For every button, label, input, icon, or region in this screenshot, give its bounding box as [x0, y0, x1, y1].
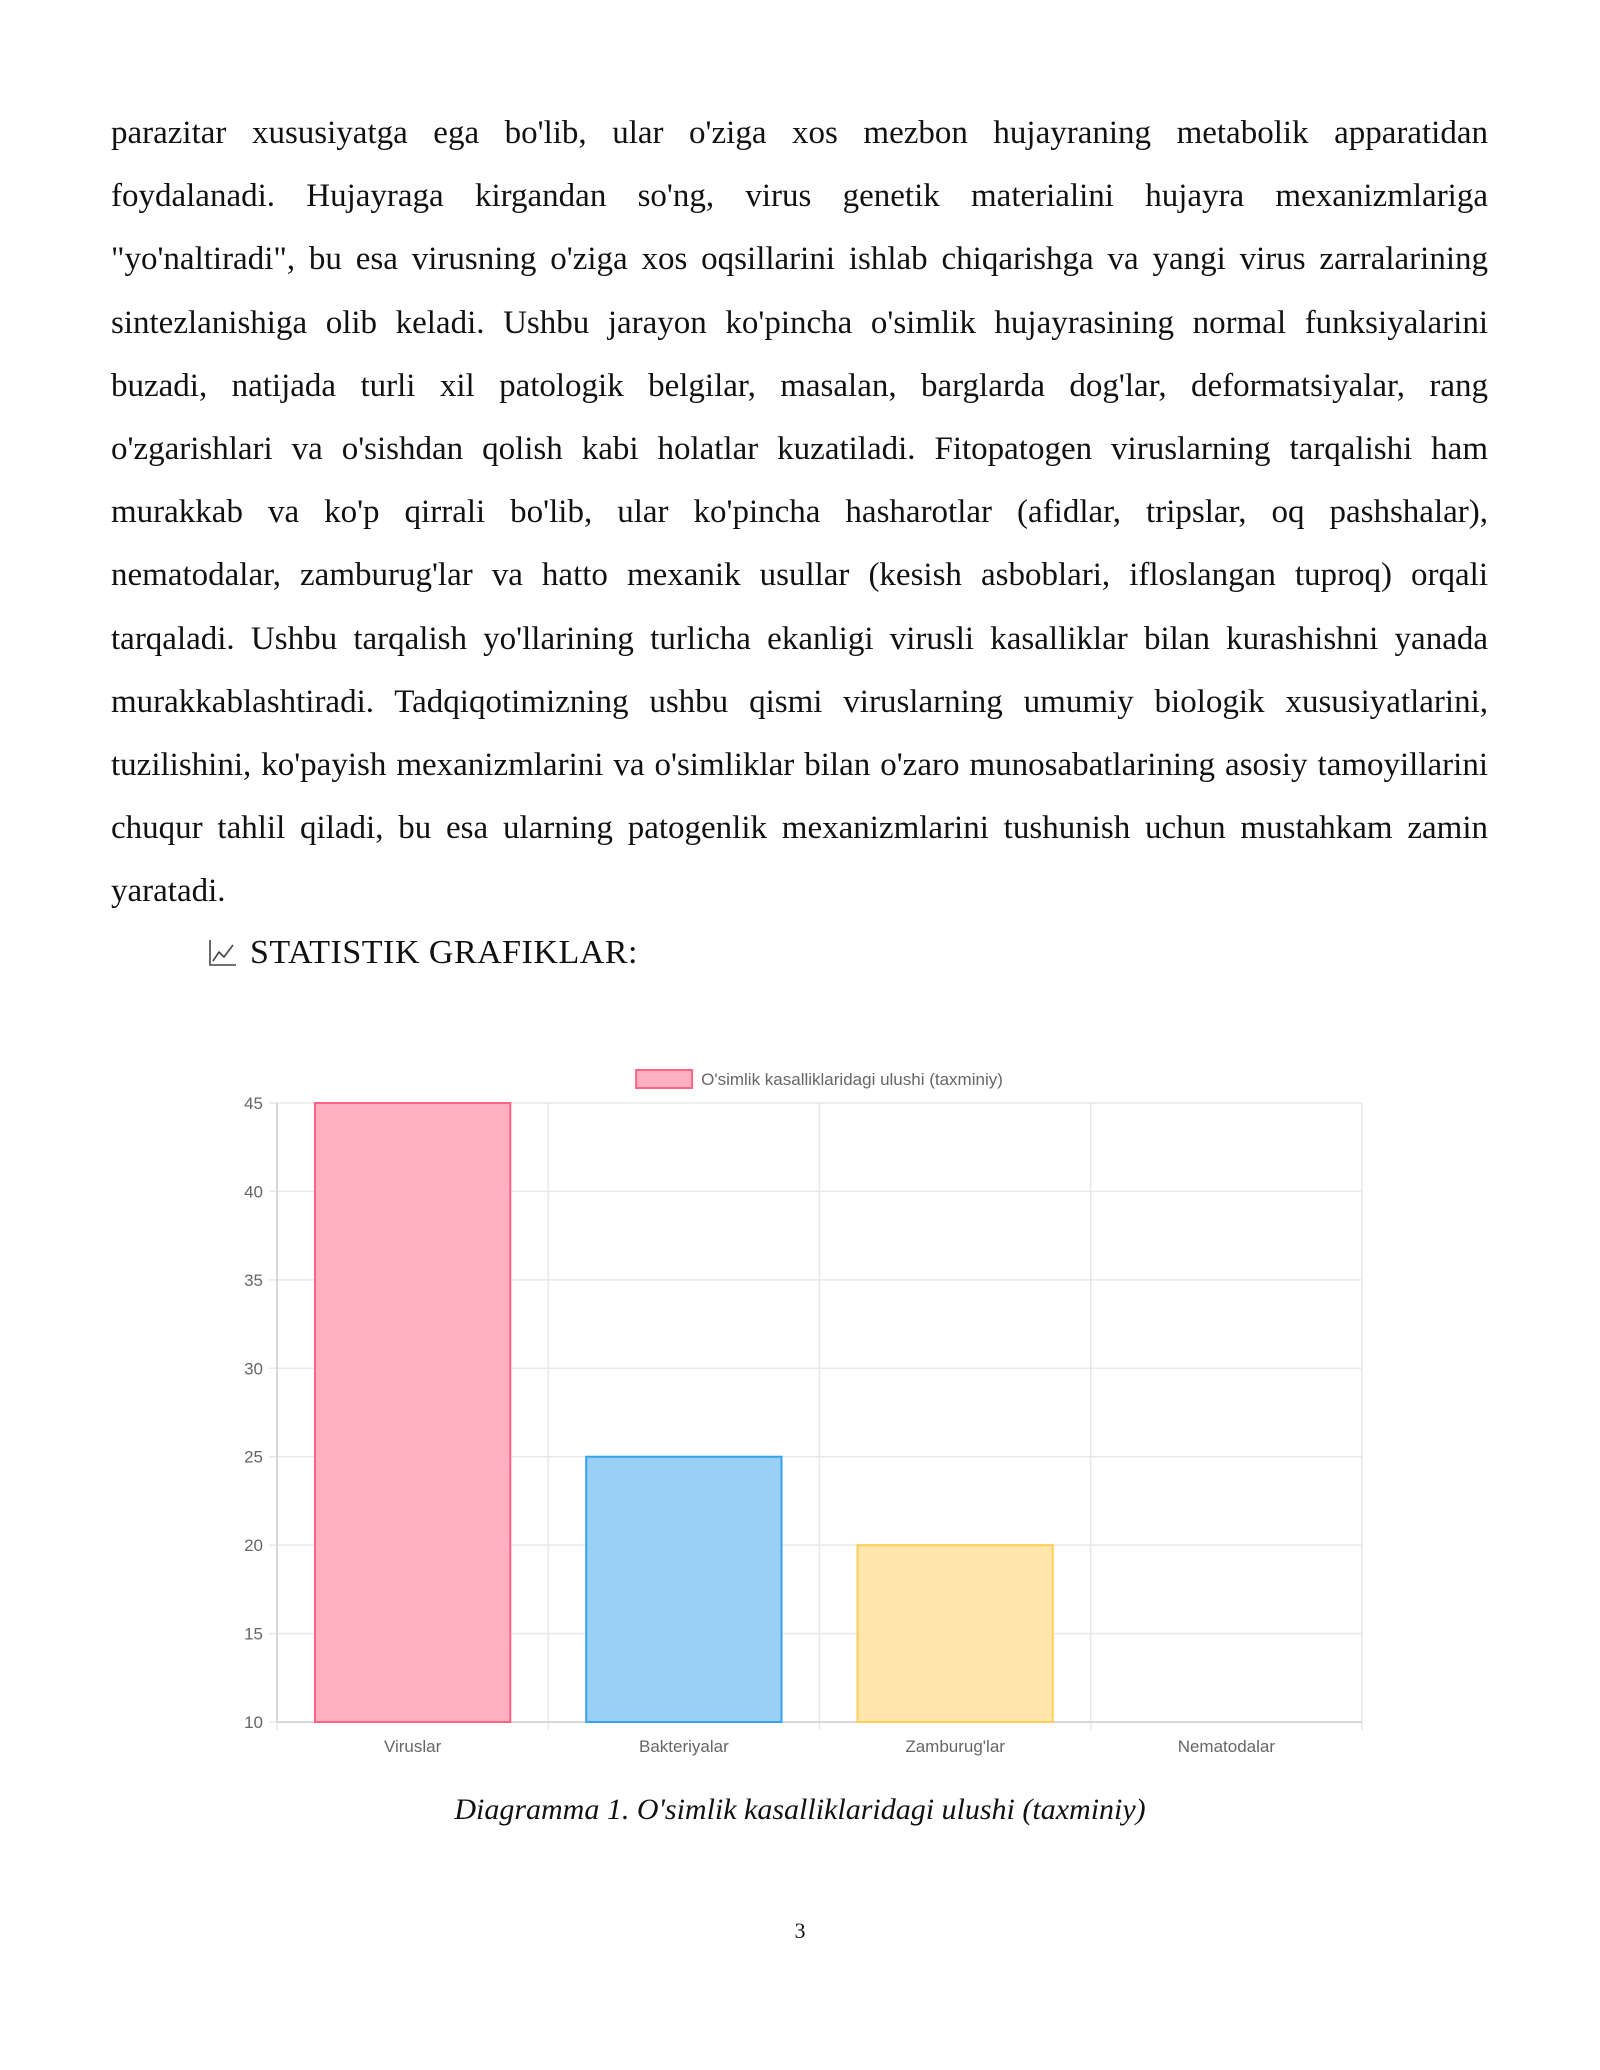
legend-label: O'simlik kasalliklaridagi ulushi (taxminiy) [701, 1070, 1003, 1089]
chart-x-tick-labels [384, 1737, 1275, 1756]
y-tick-label: 40 [244, 1182, 263, 1202]
section-heading [206, 925, 638, 981]
page-number: 3 [794, 1918, 806, 1943]
y-tick-label: 15 [244, 1624, 263, 1644]
legend-swatch [636, 1070, 692, 1088]
y-tick-label: 30 [244, 1359, 263, 1379]
body-paragraph: parazitar xususiyatga ega bo'lib, ular o'ziga xos mezbon hujayraning metabolik apparatidan foydalanadi. Hujayraga kirgandan so'ng, virus genetik materialini hujayra mexanizmlariga "yo'naltiradi", bu esa virusning o'ziga xos oqsillarini ishlab chiqarishga va yangi virus zarralarining sintezlanishiga olib keladi. Ushbu jarayon ko'pincha o'simlik hujayrasining normal funksiyalarini buzadi, natijada turli xil patologik belgilar, masalan, barglarda dog'lar, deformatsiyalar, rang o'zgarishlari va o'sishdan qolish kabi holatlar kuzatiladi. Fitopatogen viruslarning tarqalishi ham murakkab va ko'p qirrali bo'lib, ular ko'pincha hasharotlar (afidlar, tripslar, oq pashshalar), nematodalar, zamburug'lar va hatto mexanik usullar (kesish asboblari, ifloslangan tuproq) orqali tarqaladi. Ushbu tarqalish yo'llarining turlicha ekanligi virusli kasalliklar bilan kurashishni yanada murakkablashtiradi. Tadqiqotimizning ushbu qismi viruslarning umumiy biologik xususiyatlarini, tuzilishini, ko'payish mexanizmlarini va o'simliklar bilan o'zaro munosabatlarining asosiy tamoyillarini chuqur tahlil qiladi, bu esa ularning patogenlik mexanizmlarini tushunish uchun mustahkam zamin yaratadi. [111, 115, 1488, 910]
x-tick-label: Viruslar [383, 1737, 442, 1756]
y-tick-label: 20 [244, 1536, 263, 1556]
x-tick-label: Zamburug'lar [905, 1737, 1005, 1756]
y-tick-label: 35 [244, 1270, 263, 1290]
section-heading-text: STATISTIK GRAFIKLAR: [250, 934, 638, 971]
bar-chart [200, 1055, 1400, 1775]
bar-chart-svg [200, 1055, 1400, 1775]
chart-increasing-icon [206, 937, 238, 969]
y-tick-label: 25 [244, 1447, 263, 1467]
bar-viruslar [315, 1103, 510, 1722]
y-tick-label: 45 [244, 1094, 263, 1113]
bar-zamburuglar [857, 1545, 1052, 1722]
figure-caption: Diagramma 1. O'simlik kasalliklaridagi ulushi (taxminiy) [454, 1793, 1146, 1826]
chart-bars [315, 1103, 1053, 1722]
chart-y-ticks [244, 1094, 263, 1732]
bar-bakteriyalar [586, 1457, 781, 1722]
x-tick-label: Bakteriyalar [638, 1737, 729, 1756]
y-tick-label: 10 [244, 1713, 263, 1732]
x-tick-label: Nematodalar [1177, 1737, 1276, 1756]
chart-legend [636, 1070, 1003, 1089]
